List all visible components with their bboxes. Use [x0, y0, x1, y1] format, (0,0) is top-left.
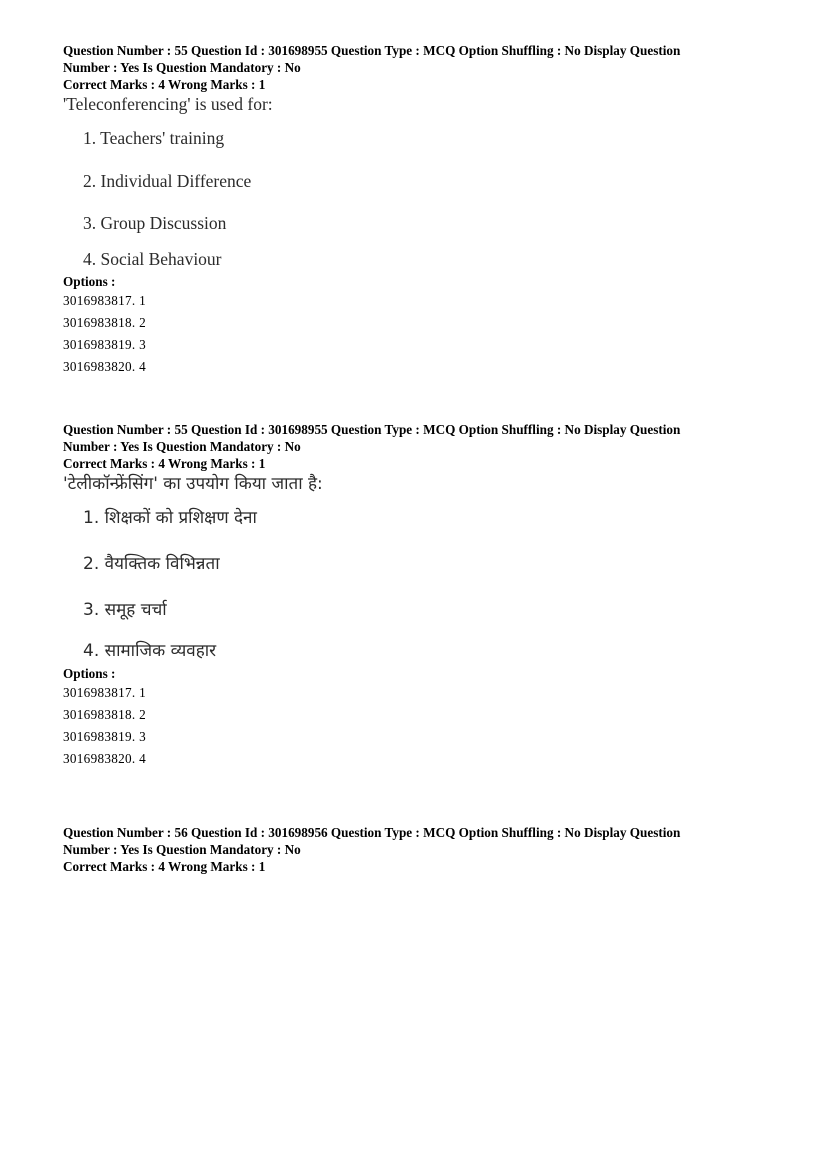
question-meta-line-1: Question Number : 55 Question Id : 301698955 Question Type : MCQ Option Shuffling : No Display Question — [63, 422, 681, 437]
answer-choice-1: 1. शिक्षकों को प्रशिक्षण देना — [83, 508, 257, 528]
option-id-item: 3016983817. 1 — [63, 685, 147, 700]
question-meta-line-1: Question Number : 56 Question Id : 301698956 Question Type : MCQ Option Shuffling : No Display Question — [63, 825, 681, 840]
question-block-55-english — [63, 42, 763, 378]
answer-choice-2: 2. Individual Difference — [83, 170, 252, 191]
answer-choice-1: 1. Teachers' training — [83, 128, 225, 148]
option-id-item: 3016983818. 2 — [63, 707, 147, 722]
answer-choices — [63, 117, 763, 273]
option-id-item: 3016983818. 2 — [63, 314, 147, 330]
question-block-55-hindi — [63, 421, 763, 770]
question-meta-line-1: Question Number : 55 Question Id : 301698955 Question Type : MCQ Option Shuffling : No Display Question — [63, 43, 681, 58]
options-label: Options : — [63, 666, 116, 681]
marks-line: Correct Marks : 4 Wrong Marks : 1 — [63, 456, 266, 471]
question-meta — [63, 824, 763, 875]
question-text: 'टेलीकॉन्फ्रेंसिंग' का उपयोग किया जाता है: — [63, 474, 323, 494]
answer-choice-3: 3. समूह चर्चा — [83, 600, 167, 620]
question-block-56 — [63, 824, 763, 875]
question-meta — [63, 421, 763, 472]
option-id-item: 3016983817. 1 — [63, 292, 147, 308]
answer-choice-2: 2. वैयक्तिक विभिन्नता — [83, 554, 220, 574]
option-id-list — [63, 682, 763, 770]
answer-choice-4: 4. सामाजिक व्यवहार — [83, 641, 217, 661]
option-id-item: 3016983819. 3 — [63, 336, 147, 352]
options-label: Options : — [63, 273, 116, 289]
answer-choices — [63, 495, 763, 665]
option-id-item: 3016983820. 4 — [63, 751, 147, 766]
question-meta-line-2: Number : Yes Is Question Mandatory : No — [63, 842, 301, 857]
option-id-item: 3016983820. 4 — [63, 358, 147, 374]
answer-choice-3: 3. Group Discussion — [83, 213, 227, 233]
question-meta — [63, 42, 763, 93]
marks-line: Correct Marks : 4 Wrong Marks : 1 — [63, 77, 266, 92]
marks-line: Correct Marks : 4 Wrong Marks : 1 — [63, 859, 266, 874]
question-text: 'Teleconferencing' is used for: — [63, 94, 273, 114]
question-meta-line-2: Number : Yes Is Question Mandatory : No — [63, 60, 301, 75]
question-meta-line-2: Number : Yes Is Question Mandatory : No — [63, 439, 301, 454]
answer-choice-4: 4. Social Behaviour — [83, 248, 222, 269]
option-id-list — [63, 290, 763, 378]
option-id-item: 3016983819. 3 — [63, 729, 147, 744]
